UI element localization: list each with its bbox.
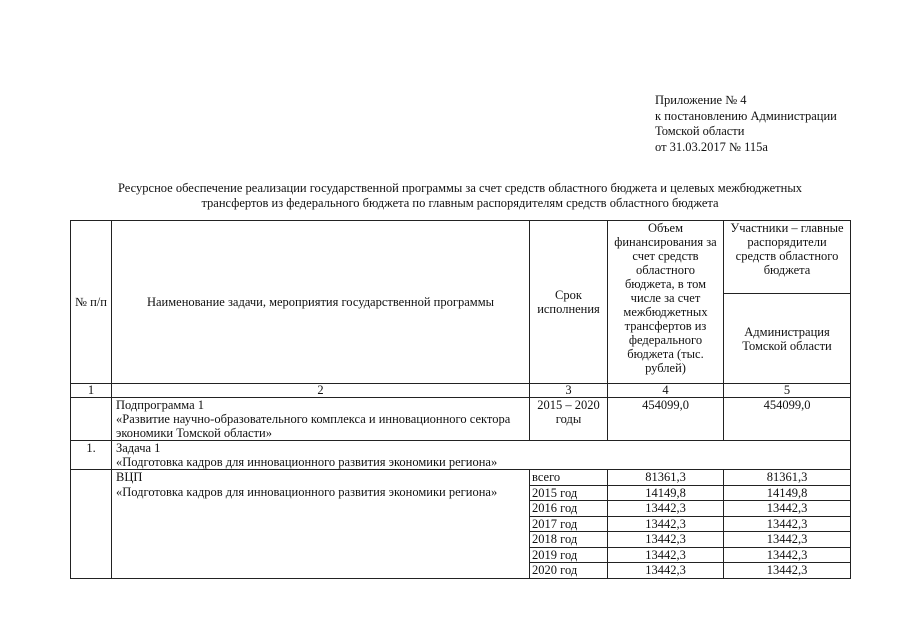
- vcp-title: ВЦП: [116, 470, 143, 484]
- vcp-admin: 13442,3: [724, 501, 851, 517]
- header-name: Наименование задачи, мероприятия государственной программы: [112, 221, 530, 384]
- column-number: 3: [530, 384, 608, 398]
- vcp-volume: 13442,3: [608, 547, 724, 563]
- vcp-admin: 13442,3: [724, 516, 851, 532]
- subprogram-description: «Развитие научно-образовательного комплекса и инновационного сектора экономики Томской области»: [116, 412, 511, 440]
- subprogram-row: [71, 398, 851, 441]
- appendix-block: [655, 93, 837, 155]
- task-row: [71, 441, 851, 470]
- column-number: 4: [608, 384, 724, 398]
- vcp-term: 2016 год: [530, 501, 608, 517]
- vcp-term: 2017 год: [530, 516, 608, 532]
- title-line: трансфертов из федерального бюджета по главным распорядителям средств областного бюджета: [201, 195, 719, 210]
- header-admin: Администрация Томской области: [724, 294, 851, 384]
- vcp-term: 2020 год: [530, 563, 608, 579]
- subprogram-name: [112, 398, 530, 441]
- header-num: № п/п: [71, 221, 112, 384]
- task-cell: [112, 441, 851, 470]
- vcp-volume: 13442,3: [608, 516, 724, 532]
- column-number: 1: [71, 384, 112, 398]
- vcp-description: «Подготовка кадров для инновационного развития экономики региона»: [116, 484, 498, 499]
- vcp-volume: 13442,3: [608, 501, 724, 517]
- title-line: Ресурсное обеспечение реализации государственной программы за счет средств областного бюджета и целевых межбюджетных: [118, 181, 802, 195]
- vcp-admin: 14149,8: [724, 485, 851, 501]
- column-number: 5: [724, 384, 851, 398]
- appendix-line: к постановлению Администрации: [655, 108, 837, 123]
- document-title: [70, 181, 850, 210]
- vcp-term: 2019 год: [530, 547, 608, 563]
- appendix-line: от 31.03.2017 № 115а: [655, 139, 768, 154]
- subprogram-term: 2015 – 2020 годы: [530, 398, 608, 441]
- header-participants: Участники – главные распорядители средств областного бюджета: [724, 221, 851, 294]
- column-number: 2: [112, 384, 530, 398]
- vcp-admin: 81361,3: [724, 470, 851, 486]
- vcp-volume: 13442,3: [608, 532, 724, 548]
- vcp-term: 2018 год: [530, 532, 608, 548]
- vcp-admin: 13442,3: [724, 547, 851, 563]
- task-num: 1.: [71, 441, 112, 470]
- appendix-line: Приложение № 4: [655, 93, 747, 107]
- vcp-term: 2015 год: [530, 485, 608, 501]
- vcp-num: [71, 470, 112, 579]
- subprogram-volume: 454099,0: [608, 398, 724, 441]
- column-number-row: [71, 384, 851, 398]
- header-row: [71, 221, 851, 294]
- vcp-admin: 13442,3: [724, 563, 851, 579]
- vcp-admin: 13442,3: [724, 532, 851, 548]
- subprogram-admin: 454099,0: [724, 398, 851, 441]
- resource-table: [70, 220, 851, 579]
- vcp-volume: 14149,8: [608, 485, 724, 501]
- task-description: «Подготовка кадров для инновационного развития экономики региона»: [116, 455, 498, 469]
- header-volume: Объем финансирования за счет средств областного бюджета, в том числе за счет межбюджетных трансфертов из федерального бюджета (тыс. рублей): [608, 221, 724, 384]
- task-title: Задача 1: [116, 441, 161, 455]
- vcp-row: [71, 470, 851, 486]
- subprogram-title: Подпрограмма 1: [116, 398, 205, 412]
- vcp-name: [112, 470, 530, 579]
- appendix-line: Томской области: [655, 124, 745, 138]
- vcp-volume: 13442,3: [608, 563, 724, 579]
- vcp-term: всего: [530, 470, 608, 486]
- vcp-volume: 81361,3: [608, 470, 724, 486]
- header-term: Срок исполнения: [530, 221, 608, 384]
- subprogram-num: [71, 398, 112, 441]
